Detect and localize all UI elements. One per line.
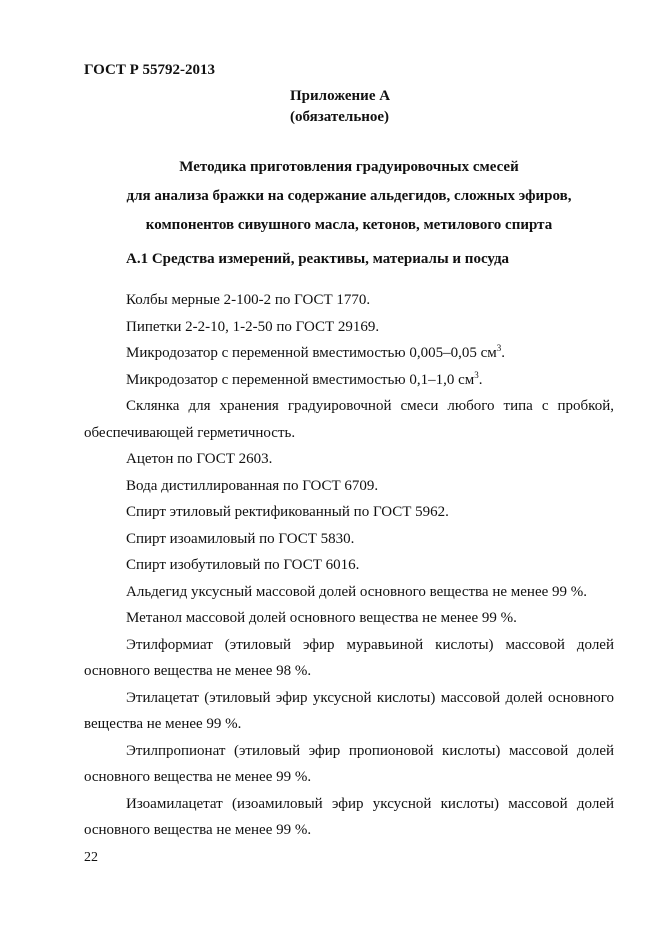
list-item-period: . <box>501 345 506 361</box>
list-item: Вода дистиллированная по ГОСТ 6709. <box>126 477 379 494</box>
list-item: Спирт изоамиловый по ГОСТ 5830. <box>126 530 355 547</box>
materials-list <box>84 287 614 844</box>
superscript: 3 <box>496 343 502 353</box>
list-item: Спирт этиловый ректификованный по ГОСТ 5962. <box>126 504 449 520</box>
list-item: Спирт изобутиловый по ГОСТ 6016. <box>126 557 360 573</box>
section-heading: А.1 Средства измерений, реактивы, материалы и посуда <box>126 251 510 267</box>
list-item: Склянка для хранения градуировочной смеси любого типа с пробкой, обеспечивающей герметичность. <box>84 398 614 441</box>
list-item-text: Микродозатор с переменной вместимостью 0,1–1,0 см <box>126 371 475 388</box>
superscript: 3 <box>474 369 479 380</box>
list-item: Колбы мерные 2-100-2 по ГОСТ 1770. <box>126 292 371 308</box>
document-title <box>84 153 614 240</box>
list-item: Пипетки 2-2-10, 1-2-50 по ГОСТ 29169. <box>126 318 380 335</box>
list-item <box>84 367 614 394</box>
list-item: Изоамилацетат (изоамиловый эфир уксусной кислоты) массовой долей основного вещества не менее 99 %. <box>84 795 614 838</box>
list-item <box>84 340 614 367</box>
list-item-period: . <box>478 371 483 388</box>
list-item: Метанол массовой долей основного вещества не менее 99 %. <box>126 610 517 626</box>
list-item: Этилформиат (этиловый эфир муравьиной кислоты) массовой долей основного вещества не менее 98 %. <box>84 636 614 679</box>
appendix-status: (обязательное) <box>290 109 390 125</box>
standard-code: ГОСТ Р 55792-2013 <box>84 62 216 78</box>
list-item: Альдегид уксусный массовой долей основного вещества не менее 99 %. <box>126 583 588 600</box>
list-item: Этилпропионат (этиловый эфир пропионовой кислоты) массовой долей основного вещества не менее 99 %. <box>84 742 614 785</box>
appendix-block <box>290 86 390 128</box>
appendix-label: Приложение А <box>290 88 391 104</box>
title-line: Методика приготовления градуировочных смесей <box>179 159 519 175</box>
title-line: для анализа бражки на содержание альдегидов, сложных эфиров, <box>126 188 572 204</box>
page-number: 22 <box>84 850 98 865</box>
list-item: Ацетон по ГОСТ 2603. <box>126 451 273 467</box>
list-item-text: Микродозатор с переменной вместимостью 0,005–0,05 см <box>126 345 497 361</box>
title-line: компонентов сивушного масла, кетонов, метилового спирта <box>145 217 553 233</box>
list-item: Этилацетат (этиловый эфир уксусной кислоты) массовой долей основного вещества не менее 99 %. <box>84 689 614 732</box>
